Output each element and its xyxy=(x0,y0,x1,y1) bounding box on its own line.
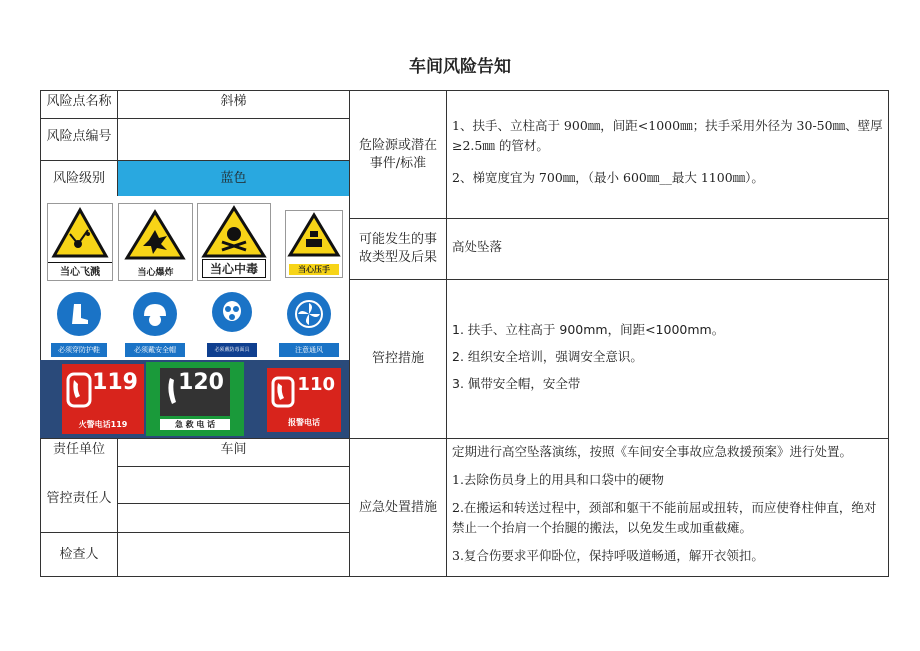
warning-text: 当心中毒 xyxy=(202,259,266,278)
risk-name-value: 斜梯 xyxy=(220,94,247,109)
warning-text: 当心压手 xyxy=(289,264,339,275)
phone-caption: 急 救 电 话 xyxy=(160,419,230,430)
warning-text: 当心飞溅 xyxy=(48,262,112,278)
hazard-line: 2、梯宽度宜为 700㎜，（最小 600㎜__最大 1100㎜）。 xyxy=(452,170,764,185)
mandatory-text: 必须戴安全帽 xyxy=(125,343,185,357)
emergency-item: 3.复合伤要求平仰卧位，保持呼吸道畅通，解开衣领扣。 xyxy=(452,548,764,563)
warning-sign-hand xyxy=(285,210,343,278)
poison-icon xyxy=(198,204,270,262)
phone-number: 119 xyxy=(92,370,138,395)
risk-level-label: 风险级别 xyxy=(52,170,105,186)
police-phone-sign xyxy=(267,368,341,432)
mandatory-sign-boots xyxy=(48,286,110,360)
control-label: 管控措施 xyxy=(371,351,424,366)
inspector-label: 检查人 xyxy=(59,546,99,562)
risk-name-label: 风险点名称 xyxy=(46,94,112,109)
phone-signs-row xyxy=(40,360,349,438)
emergency-item: 2.在搬运和转送过程中，颈部和躯干不能前屈或扭转，而应使脊柱伸直，绝对禁止一个抬肩一个抬腿的搬法，以免发生或加重截瘫。 xyxy=(452,500,877,535)
control-item: 3. 佩带安全帽，安全带 xyxy=(452,376,581,391)
risk-level-cell xyxy=(118,161,349,196)
mandatory-sign-ventilation xyxy=(276,286,342,360)
warning-text: 当心爆炸 xyxy=(137,268,174,278)
warning-sign-poison xyxy=(197,203,271,281)
explosion-icon xyxy=(119,204,192,264)
mandatory-text: 必须戴防毒面具 xyxy=(207,343,257,357)
phone-caption: 报警电话 xyxy=(288,418,320,427)
risk-code-value xyxy=(118,119,349,155)
phone-icon xyxy=(66,372,92,408)
warning-sign-flying xyxy=(47,203,113,281)
mandatory-text: 注意通风 xyxy=(279,343,339,357)
emergency-item: 1.去除伤员身上的用具和口袋中的硬物 xyxy=(452,472,664,487)
page-title: 车间风险告知 xyxy=(409,57,511,77)
phone-caption: 火警电话119 xyxy=(78,420,128,429)
helmet-icon xyxy=(133,292,177,336)
flying-debris-icon xyxy=(48,204,112,264)
phone-number: 110 xyxy=(297,374,335,395)
emergency-item: 定期进行高空坠落演练，按照《车间安全事故应急救援预案》进行处置。 xyxy=(452,444,853,459)
responsible-unit-label: 责任单位 xyxy=(52,442,105,457)
phone-number: 120 xyxy=(178,370,224,395)
ambulance-phone-sign xyxy=(146,362,244,436)
warning-sign-explosion xyxy=(118,203,193,281)
risk-level-value: 蓝色 xyxy=(220,171,247,186)
control-item: 1. 扶手、立柱高于 900mm，间距<1000mm。 xyxy=(452,322,725,337)
responsible-unit-value: 车间 xyxy=(220,442,247,457)
mandatory-sign-mask xyxy=(204,286,260,360)
mandatory-text: 必须穿防护鞋 xyxy=(51,343,107,357)
control-measures-list xyxy=(452,320,882,394)
emergency-label: 应急处置措施 xyxy=(358,499,437,515)
hand-crush-icon xyxy=(286,211,342,259)
accident-label: 可能发生的事故类型及后果 xyxy=(358,232,437,265)
emergency-measures-list xyxy=(452,442,884,566)
protective-boots-icon xyxy=(57,292,101,336)
hazard-line: 1、扶手、立柱高于 900㎜，间距<1000㎜；扶手采用外径为 30-50㎜、壁厚≥2.5㎜ 的管材。 xyxy=(452,118,883,153)
control-person-label: 管控责任人 xyxy=(46,491,112,506)
mandatory-sign-helmet xyxy=(122,286,188,360)
fire-phone-sign xyxy=(62,364,144,434)
phone-icon xyxy=(271,376,295,408)
accident-value: 高处坠落 xyxy=(452,239,503,254)
gas-mask-icon xyxy=(212,292,252,332)
hazard-content xyxy=(452,116,884,188)
hazard-label: 危险源或潜在事件/标准 xyxy=(358,137,437,171)
risk-code-label: 风险点编号 xyxy=(46,129,112,144)
control-item: 2. 组织安全培训，强调安全意识。 xyxy=(452,349,643,364)
ventilation-icon xyxy=(287,292,331,336)
